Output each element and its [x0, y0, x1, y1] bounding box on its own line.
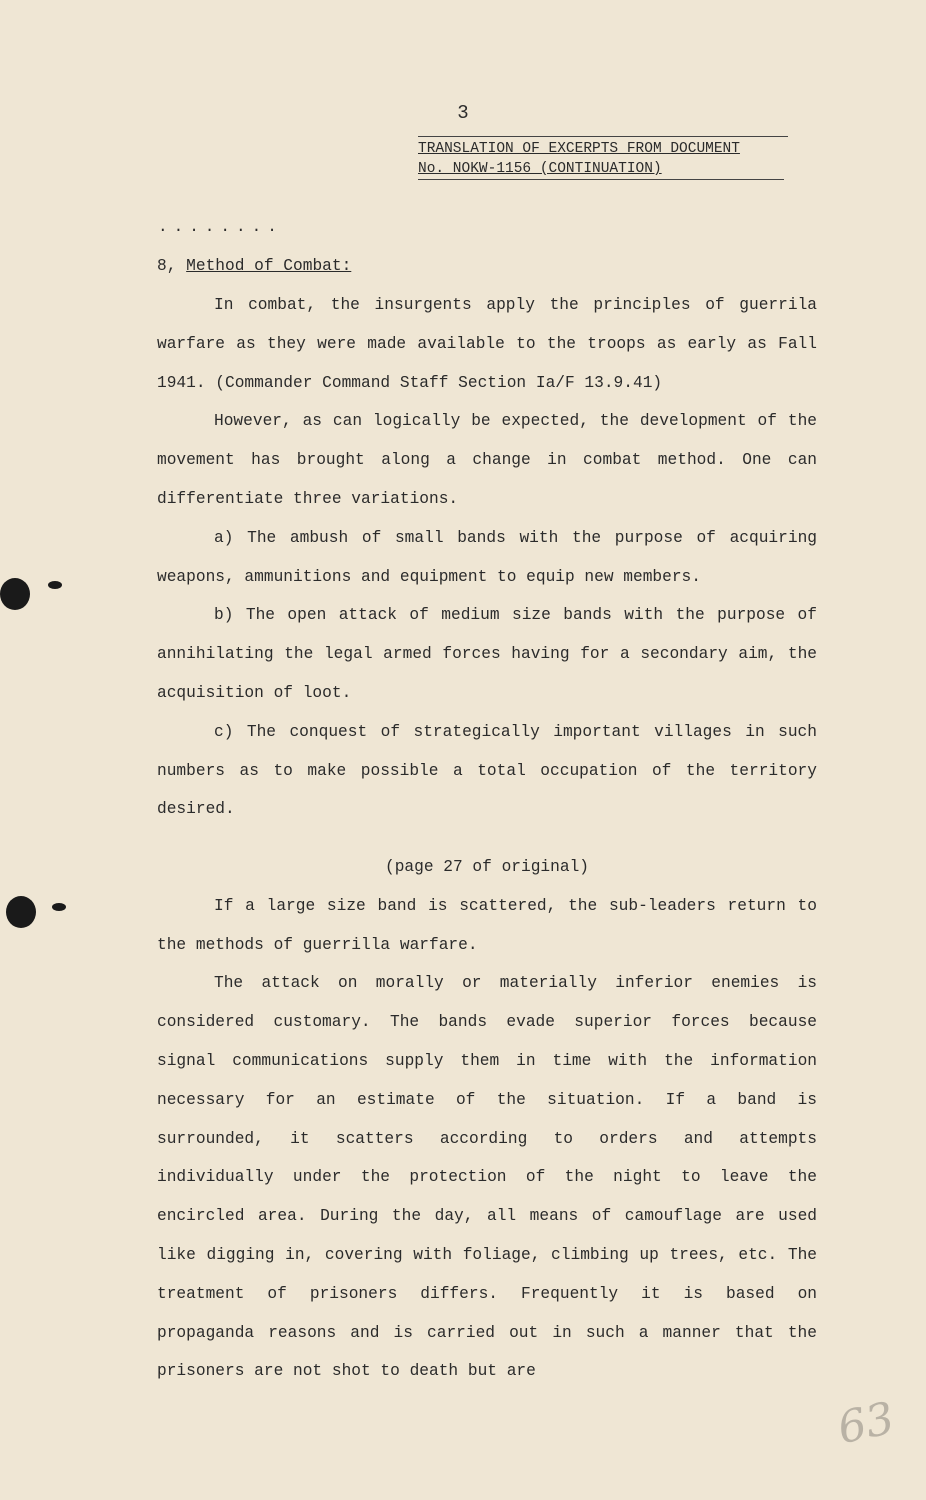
- paragraph-combat-principles: In combat, the insurgents apply the principles of guerrila warfare as they were made available to the troops as early as Fall 1941. (Commander Command Staff Section Ia/F 13.9.41): [157, 296, 817, 392]
- punch-mark-bottom: [52, 903, 66, 911]
- header-title: TRANSLATION OF EXCERPTS FROM DOCUMENT: [418, 136, 788, 159]
- paragraph-development: However, as can logically be expected, the development of the movement has brought along a change in combat method. One can differentiate three variations.: [157, 412, 817, 508]
- handwritten-folio-number: 63: [833, 1392, 899, 1455]
- section-body-upper: [157, 286, 817, 829]
- list-item-a: a) The ambush of small bands with the purpose of acquiring weapons, ammunitions and equipment to equip new members.: [157, 528, 817, 586]
- section-body-lower: [157, 848, 817, 1391]
- list-item-b: b) The open attack of medium size bands with the purpose of annihilating the legal armed forces having for a secondary aim, the acquisition of loot.: [157, 606, 817, 702]
- header-document-number: No. NOKW-1156 (CONTINUATION): [418, 159, 784, 180]
- section-number: 8,: [157, 257, 177, 275]
- punch-mark-top: [48, 581, 62, 589]
- document-header: [418, 136, 788, 180]
- section-title: Method of Combat:: [186, 257, 352, 275]
- punch-hole-bottom: [6, 896, 36, 928]
- paragraph-attack-tactics: The attack on morally or materially inferior enemies is considered customary. The bands evade superior forces because signal communications supply them in time with the information necessary for an estimate of the situation. If a band is surrounded, it scatters according to orders and attempts individually under the protection of the night to leave the encircled area. During the day, all means of camouflage are used like digging in, covering with foliage, climbing up trees, etc. The treatment of prisoners differs. Frequently it is based on propaganda reasons and is carried out in such a manner that the prisoners are not shot to death but are: [157, 974, 817, 1381]
- punch-hole-top: [0, 578, 30, 610]
- paragraph-scattered-band: If a large size band is scattered, the sub-leaders return to the methods of guerrilla warfare.: [157, 896, 817, 954]
- section-heading: [157, 254, 351, 278]
- ellipsis-marker: ........: [158, 218, 283, 236]
- list-item-c: c) The conquest of strategically important villages in such numbers as to make possible a total occupation of the territory desired.: [157, 722, 817, 819]
- page-reference: (page 27 of original): [385, 858, 589, 876]
- page-number: 3: [457, 102, 469, 124]
